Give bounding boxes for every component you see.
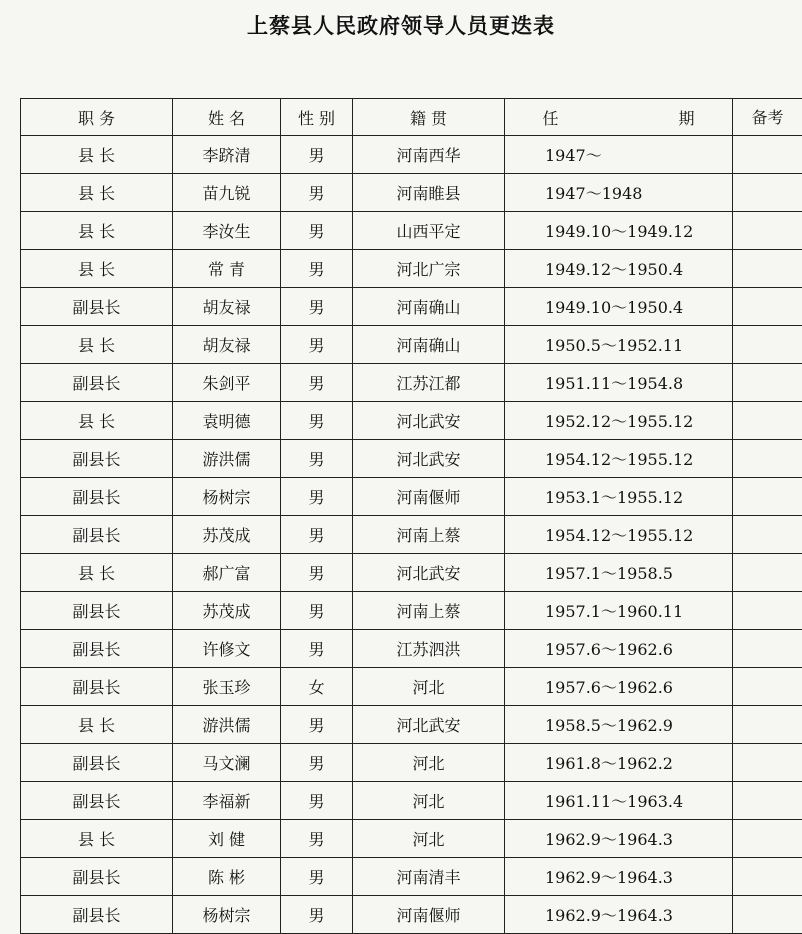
cell-gender: 男 bbox=[281, 364, 353, 402]
cell-name: 苏茂成 bbox=[173, 516, 281, 554]
cell-position: 副县长 bbox=[21, 288, 173, 326]
cell-gender: 男 bbox=[281, 288, 353, 326]
cell-name: 李汝生 bbox=[173, 212, 281, 250]
table-row bbox=[21, 782, 802, 820]
table-row bbox=[21, 858, 802, 896]
header-position: 职 务 bbox=[21, 99, 173, 136]
cell-name: 游洪儒 bbox=[173, 706, 281, 744]
cell-gender: 男 bbox=[281, 592, 353, 630]
table-row bbox=[21, 630, 802, 668]
cell-gender: 男 bbox=[281, 174, 353, 212]
cell-term: 1962.9～1964.3 bbox=[505, 820, 733, 858]
cell-position: 副县长 bbox=[21, 478, 173, 516]
cell-origin: 河北广宗 bbox=[353, 250, 505, 288]
cell-origin: 河南上蔡 bbox=[353, 592, 505, 630]
cell-position: 县 长 bbox=[21, 174, 173, 212]
table-container bbox=[10, 48, 792, 890]
cell-origin: 江苏江都 bbox=[353, 364, 505, 402]
cell-name: 刘 健 bbox=[173, 820, 281, 858]
cell-origin: 河北武安 bbox=[353, 706, 505, 744]
cell-notes bbox=[733, 440, 802, 478]
cell-gender: 男 bbox=[281, 402, 353, 440]
table-row bbox=[21, 364, 802, 402]
cell-notes bbox=[733, 858, 802, 896]
cell-origin: 河北武安 bbox=[353, 440, 505, 478]
cell-term: 1949.10～1949.12 bbox=[505, 212, 733, 250]
header-origin: 籍 贯 bbox=[353, 99, 505, 136]
cell-notes bbox=[733, 706, 802, 744]
cell-position: 县 长 bbox=[21, 136, 173, 174]
cell-name: 张玉珍 bbox=[173, 668, 281, 706]
table-row bbox=[21, 326, 802, 364]
header-row bbox=[21, 99, 802, 136]
cell-origin: 河南偃师 bbox=[353, 478, 505, 516]
table-row bbox=[21, 478, 802, 516]
cell-term: 1957.6～1962.6 bbox=[505, 630, 733, 668]
cell-name: 常 青 bbox=[173, 250, 281, 288]
cell-name: 郝广富 bbox=[173, 554, 281, 592]
cell-notes bbox=[733, 174, 802, 212]
cell-name: 李福新 bbox=[173, 782, 281, 820]
cell-term: 1962.9～1964.3 bbox=[505, 896, 733, 934]
table-row bbox=[21, 744, 802, 782]
cell-notes bbox=[733, 782, 802, 820]
cell-position: 县 长 bbox=[21, 820, 173, 858]
cell-notes bbox=[733, 136, 802, 174]
cell-notes bbox=[733, 592, 802, 630]
cell-term: 1951.11～1954.8 bbox=[505, 364, 733, 402]
cell-term: 1957.1～1958.5 bbox=[505, 554, 733, 592]
header-name: 姓 名 bbox=[173, 99, 281, 136]
cell-gender: 男 bbox=[281, 516, 353, 554]
table-row bbox=[21, 250, 802, 288]
table-row bbox=[21, 212, 802, 250]
document-title: 上蔡县人民政府领导人员更迭表 bbox=[0, 10, 802, 40]
cell-origin: 河南确山 bbox=[353, 288, 505, 326]
table-row bbox=[21, 516, 802, 554]
cell-term: 1954.12～1955.12 bbox=[505, 440, 733, 478]
table-row bbox=[21, 136, 802, 174]
cell-gender: 男 bbox=[281, 896, 353, 934]
cell-notes bbox=[733, 288, 802, 326]
cell-term: 1949.12～1950.4 bbox=[505, 250, 733, 288]
cell-name: 朱剑平 bbox=[173, 364, 281, 402]
cell-gender: 男 bbox=[281, 554, 353, 592]
cell-notes bbox=[733, 744, 802, 782]
cell-term: 1957.1～1960.11 bbox=[505, 592, 733, 630]
cell-name: 许修文 bbox=[173, 630, 281, 668]
table-row bbox=[21, 592, 802, 630]
cell-term: 1947～1948 bbox=[505, 174, 733, 212]
leaders-table bbox=[20, 98, 802, 934]
cell-gender: 男 bbox=[281, 744, 353, 782]
cell-name: 马文澜 bbox=[173, 744, 281, 782]
cell-origin: 河北 bbox=[353, 668, 505, 706]
cell-origin: 山西平定 bbox=[353, 212, 505, 250]
cell-gender: 男 bbox=[281, 136, 353, 174]
cell-gender: 男 bbox=[281, 440, 353, 478]
cell-notes bbox=[733, 326, 802, 364]
header-term-a: 任 bbox=[542, 109, 558, 128]
cell-name: 胡友禄 bbox=[173, 326, 281, 364]
cell-position: 县 长 bbox=[21, 706, 173, 744]
cell-gender: 女 bbox=[281, 668, 353, 706]
cell-name: 胡友禄 bbox=[173, 288, 281, 326]
cell-notes bbox=[733, 402, 802, 440]
cell-position: 县 长 bbox=[21, 402, 173, 440]
cell-position: 副县长 bbox=[21, 592, 173, 630]
cell-origin: 河南偃师 bbox=[353, 896, 505, 934]
cell-name: 苏茂成 bbox=[173, 592, 281, 630]
table-row bbox=[21, 820, 802, 858]
cell-notes bbox=[733, 554, 802, 592]
cell-position: 副县长 bbox=[21, 630, 173, 668]
cell-gender: 男 bbox=[281, 326, 353, 364]
cell-position: 副县长 bbox=[21, 516, 173, 554]
header-gender: 性 别 bbox=[281, 99, 353, 136]
cell-position: 副县长 bbox=[21, 668, 173, 706]
cell-term: 1961.11～1963.4 bbox=[505, 782, 733, 820]
cell-position: 副县长 bbox=[21, 364, 173, 402]
cell-notes bbox=[733, 478, 802, 516]
cell-origin: 河北 bbox=[353, 744, 505, 782]
cell-origin: 河北武安 bbox=[353, 402, 505, 440]
cell-term: 1962.9～1964.3 bbox=[505, 858, 733, 896]
cell-notes bbox=[733, 516, 802, 554]
cell-term: 1958.5～1962.9 bbox=[505, 706, 733, 744]
cell-origin: 河南睢县 bbox=[353, 174, 505, 212]
cell-name: 苗九锐 bbox=[173, 174, 281, 212]
table-row bbox=[21, 288, 802, 326]
table-row bbox=[21, 706, 802, 744]
cell-position: 县 长 bbox=[21, 326, 173, 364]
cell-origin: 河南上蔡 bbox=[353, 516, 505, 554]
cell-term: 1953.1～1955.12 bbox=[505, 478, 733, 516]
cell-gender: 男 bbox=[281, 630, 353, 668]
cell-term: 1950.5～1952.11 bbox=[505, 326, 733, 364]
cell-notes bbox=[733, 364, 802, 402]
cell-notes bbox=[733, 250, 802, 288]
cell-position: 县 长 bbox=[21, 250, 173, 288]
cell-position: 县 长 bbox=[21, 554, 173, 592]
table-row bbox=[21, 440, 802, 478]
cell-origin: 河南清丰 bbox=[353, 858, 505, 896]
header-term-b: 期 bbox=[679, 109, 695, 128]
table-row bbox=[21, 174, 802, 212]
cell-position: 县 长 bbox=[21, 212, 173, 250]
table-row bbox=[21, 554, 802, 592]
cell-term: 1954.12～1955.12 bbox=[505, 516, 733, 554]
cell-position: 副县长 bbox=[21, 858, 173, 896]
cell-origin: 河北 bbox=[353, 820, 505, 858]
cell-position: 副县长 bbox=[21, 782, 173, 820]
cell-term: 1952.12～1955.12 bbox=[505, 402, 733, 440]
cell-term: 1961.8～1962.2 bbox=[505, 744, 733, 782]
table-row bbox=[21, 896, 802, 934]
cell-term: 1949.10～1950.4 bbox=[505, 288, 733, 326]
cell-gender: 男 bbox=[281, 212, 353, 250]
cell-gender: 男 bbox=[281, 782, 353, 820]
cell-position: 副县长 bbox=[21, 744, 173, 782]
cell-name: 陈 彬 bbox=[173, 858, 281, 896]
cell-origin: 河南确山 bbox=[353, 326, 505, 364]
cell-name: 杨树宗 bbox=[173, 896, 281, 934]
table-row bbox=[21, 402, 802, 440]
table-body bbox=[21, 136, 802, 934]
cell-origin: 河北武安 bbox=[353, 554, 505, 592]
cell-notes bbox=[733, 820, 802, 858]
table-row bbox=[21, 668, 802, 706]
cell-term: 1947～ bbox=[505, 136, 733, 174]
cell-notes bbox=[733, 668, 802, 706]
cell-notes bbox=[733, 630, 802, 668]
cell-notes bbox=[733, 212, 802, 250]
cell-gender: 男 bbox=[281, 250, 353, 288]
cell-gender: 男 bbox=[281, 858, 353, 896]
header-notes: 备考 bbox=[733, 99, 802, 136]
cell-name: 袁明德 bbox=[173, 402, 281, 440]
cell-gender: 男 bbox=[281, 820, 353, 858]
cell-notes bbox=[733, 896, 802, 934]
cell-gender: 男 bbox=[281, 478, 353, 516]
cell-origin: 江苏泗洪 bbox=[353, 630, 505, 668]
cell-name: 游洪儒 bbox=[173, 440, 281, 478]
cell-term: 1957.6～1962.6 bbox=[505, 668, 733, 706]
cell-origin: 河北 bbox=[353, 782, 505, 820]
cell-position: 副县长 bbox=[21, 896, 173, 934]
cell-gender: 男 bbox=[281, 706, 353, 744]
cell-position: 副县长 bbox=[21, 440, 173, 478]
cell-name: 杨树宗 bbox=[173, 478, 281, 516]
cell-origin: 河南西华 bbox=[353, 136, 505, 174]
cell-name: 李跻清 bbox=[173, 136, 281, 174]
header-term bbox=[505, 99, 733, 136]
